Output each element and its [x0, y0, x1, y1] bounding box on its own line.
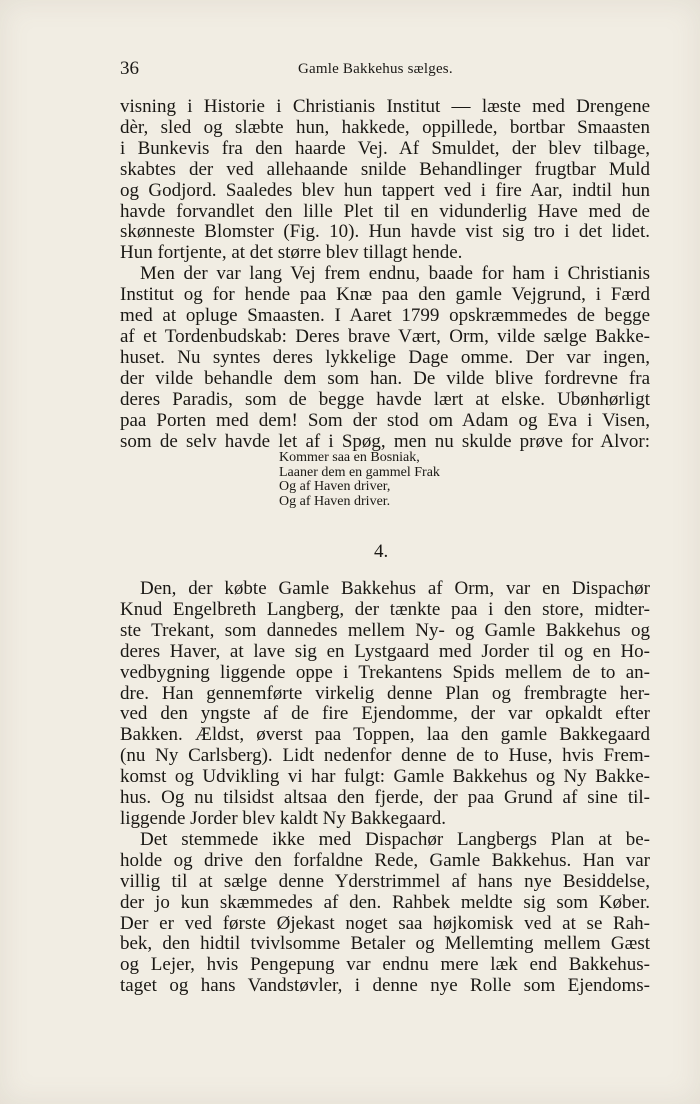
text-line: havde forvandlet den lille Plet til en vidunderlig Have med de: [120, 200, 650, 222]
text-line: deres Paradis, som de begge havde lært at elske. Ubønhørligt: [120, 388, 650, 410]
text-line: deres Haver, at lave sig en Lystgaard med Jorder til og en Ho-: [120, 640, 650, 662]
text-line: Bakken. Ældst, øverst paa Toppen, laa den gamle Bakkegaard: [120, 724, 650, 746]
text-line: (nu Ny Carlsberg). Lidt nedenfor denne de to Huse, hvis Frem-: [120, 745, 650, 767]
running-head: Gamle Bakkehus sælges.: [298, 61, 453, 77]
text-line: skønneste Blomster (Fig. 10). Hun havde vist sig tro i det lidet.: [120, 221, 650, 243]
text-line: ste Trekant, som dannedes mellem Ny- og Gamle Bakkehus og: [120, 619, 650, 641]
text-line: komst og Udvikling vi har fulgt: Gamle Bakkehus og Ny Bakke-: [120, 766, 650, 788]
text-line: Knud Engelbreth Langberg, der tænkte paa i den store, midter-: [120, 598, 650, 620]
text-line: ved den yngste af de fire Ejendomme, der var opkaldt efter: [120, 703, 650, 725]
text-line: Den, der købte Gamle Bakkehus af Orm, var en Dispachør: [140, 578, 650, 599]
text-line: som de selv havde let af i Spøg, men nu skulde prøve for Alvor:: [120, 430, 650, 452]
text-line: af et Tordenbudskab: Deres brave Vært, Orm, vilde sælge Bakke-: [120, 325, 650, 347]
text-line: Hun fortjente, at det større blev tillagt hende.: [120, 242, 463, 264]
text-line: der vilde behandle dem som han. De vilde blive fordrevne fra: [120, 367, 650, 389]
text-line: og Lejer, hvis Pengepung var endnu mere læk end Bakkehus-: [120, 954, 650, 976]
verse-line: Laaner dem en gammel Frak: [279, 464, 440, 480]
text-line: huset. Nu syntes deres lykkelige Dage omme. Der var ingen,: [120, 346, 650, 368]
verse-line: Og af Haven driver.: [279, 493, 391, 509]
verse-line: Og af Haven driver,: [279, 479, 391, 494]
text-line: Det stemmede ikke med Dispachør Langbergs Plan at be-: [140, 828, 650, 850]
verse-line: Kommer saa en Bosniak,: [279, 450, 420, 465]
text-line: dre. Han gennemførte virkelig denne Plan og frembragte her-: [120, 682, 650, 704]
verse-quote: [279, 451, 440, 509]
text-line: liggende Jorder blev kaldt Ny Bakkegaard.: [120, 807, 447, 829]
text-line: og Godjord. Saaledes blev hun tappert ved i fire Aar, indtil hun: [120, 179, 650, 201]
page-number: 36: [120, 58, 139, 79]
text-line: hus. Og nu tilsidst altsaa den fjerde, der paa Grund af sine til-: [120, 787, 650, 809]
text-line: paa Porten med dem! Som der stod om Adam og Eva i Visen,: [120, 409, 650, 431]
text-line: Men der var lang Vej frem endnu, baade for ham i Christianis: [140, 263, 650, 285]
text-line: med at opluge Smaasten. I Aaret 1799 opskræmmedes de begge: [120, 305, 650, 327]
text-line: skabtes der ved allehaande snilde Behandlinger frugtbar Muld: [120, 158, 650, 180]
body-text-section-3: [120, 97, 650, 452]
text-line: vedbygning liggende oppe i Trekantens Spids mellem de to an-: [120, 661, 650, 683]
page-header: [120, 58, 650, 84]
text-line: holde og drive den forfaldne Rede, Gamle Bakkehus. Han var: [120, 849, 650, 871]
text-line: dèr, sled og slæbte hun, hakkede, oppillede, bortbar Smaasten: [120, 116, 650, 138]
body-text-section-4: [120, 579, 650, 997]
text-line: Institut og for hende paa Knæ paa den gamle Vejgrund, i Færd: [120, 284, 650, 306]
text-line: visning i Historie i Christianis Institut — læste med Drengene: [120, 96, 650, 117]
text-line: bek, den hidtil tvivlsomme Betaler og Mellemting mellem Gæst: [120, 933, 650, 955]
text-line: taget og hans Vandstøvler, i denne nye Rolle som Ejendoms-: [120, 975, 650, 997]
text-line: Der er ved første Øjekast noget saa højkomisk ved at se Rah-: [120, 912, 650, 934]
text-line: villig til at sælge denne Yderstrimmel af hans nye Besiddelse,: [120, 870, 650, 892]
text-line: i Bunkevis fra den haarde Vej. Af Smuldet, der blev tilbage,: [120, 137, 650, 159]
section-number: 4.: [374, 541, 389, 562]
text-line: der jo kun skæmmedes af den. Rahbek meldte sig som Køber.: [120, 891, 650, 913]
